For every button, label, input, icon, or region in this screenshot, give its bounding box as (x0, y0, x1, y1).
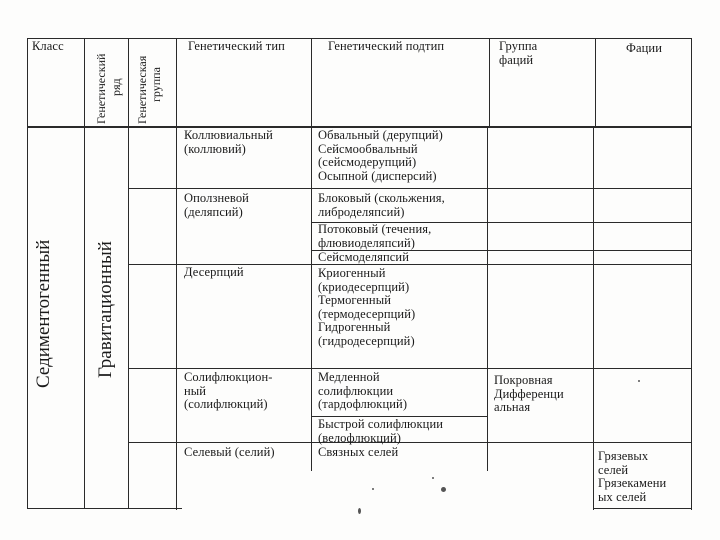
subtype-cohesive-mudflow: Связных селей (318, 445, 399, 459)
header-genetic-group-line1: Генетическая (135, 55, 149, 124)
subtype-slow-solifluction: Медленной солифлюкции (тардофлюкций) (318, 370, 408, 412)
facies-group-value: Покровная Дифференци альная (494, 373, 564, 415)
header-genetic-row-line1: Генетический (94, 53, 108, 124)
header-facies: Фации (626, 41, 662, 55)
subtype-block: Блоковый (скольжения, либроделяпсий) (318, 191, 445, 219)
body-divider-b (311, 126, 312, 471)
header-genetic-subtype: Генетический подтип (328, 39, 445, 53)
type-mudflow: Селевый (селий) (184, 445, 275, 459)
col-divider-6 (595, 38, 596, 126)
body-divider-c (487, 126, 488, 471)
genetic-row-value: Гравитационный (95, 241, 116, 378)
subtype-flow: Потоковый (течения, флювиоделяпсий) (318, 222, 432, 250)
subtype-seismo: Сейсмоделяпсий (318, 250, 409, 264)
type-colluvial: Коллювиальный (коллювий) (184, 128, 273, 156)
body-divider-d (593, 126, 594, 510)
table-border-bottom (27, 508, 182, 509)
facies-value: Грязевых селей Грязекамени ых селей (598, 449, 667, 504)
row-line-5 (128, 368, 692, 369)
col-divider-3 (176, 38, 177, 126)
header-facies-group: Группа фаций (499, 39, 538, 67)
col-divider-2 (128, 38, 129, 508)
scan-speck (441, 487, 446, 492)
header-genetic-type: Генетический тип (188, 39, 285, 53)
subtype-collapse: Обвальный (дерупций) Сейсмообвальный (сейсмодерупций) Осыпной (дисперсий) (318, 128, 443, 183)
row-line-8 (593, 508, 692, 509)
header-genetic-group-line2: группа (149, 67, 163, 102)
table-border-right (691, 38, 692, 510)
header-class: Класс (32, 39, 64, 53)
class-value: Седиментогенный (33, 239, 54, 388)
table-border-left (27, 38, 28, 508)
subtype-cryogenic: Криогенный (криодесерпций) Термогенный (термодесерпций) Гидрогенный (гидродесерпций) (318, 266, 416, 348)
col-divider-5 (489, 38, 490, 126)
body-divider-a (176, 126, 177, 510)
scan-speck (432, 477, 434, 479)
type-landslide: Оползневой (деляпсий) (184, 191, 249, 219)
subtype-fast-solifluction: Быстрой солифлюкции (велофлюкций) (318, 417, 444, 445)
type-deserption: Десерпций (184, 265, 244, 279)
col-divider-1 (84, 38, 85, 508)
type-solifluction: Солифлюкцион- ный (солифлюкций) (184, 370, 273, 412)
scan-speck (358, 508, 361, 514)
header-genetic-row-line2: ряд (109, 78, 123, 96)
col-divider-4 (311, 38, 312, 126)
scan-speck (638, 380, 640, 382)
row-line-1 (128, 188, 692, 189)
scan-speck (372, 488, 374, 490)
